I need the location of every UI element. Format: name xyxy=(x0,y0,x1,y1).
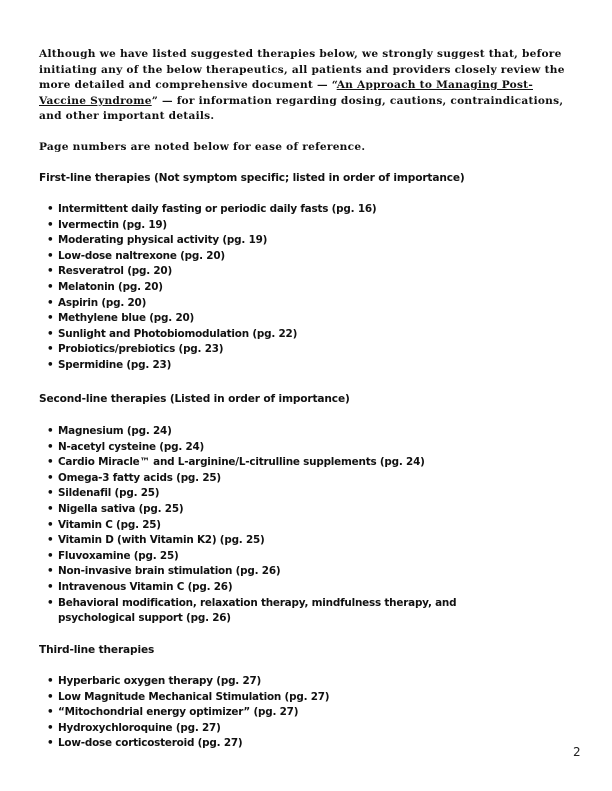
list-item-text: Hydroxychloroquine (pg. 27) xyxy=(58,721,221,734)
bullet-icon: • xyxy=(47,203,54,215)
bullet-icon: • xyxy=(47,249,54,262)
bullet-icon: • xyxy=(47,487,54,500)
bullet-icon: • xyxy=(47,265,54,278)
first-line-heading: First-line therapies (Not symptom specific; listed in order of importance) xyxy=(39,172,465,184)
bullet-icon: • xyxy=(47,690,54,703)
list-item-text: Resveratrol (pg. 20) xyxy=(58,265,172,278)
list-item xyxy=(39,705,459,721)
list-item xyxy=(39,440,459,456)
list-item xyxy=(39,424,459,440)
list-item xyxy=(39,327,459,343)
list-item xyxy=(39,249,459,265)
bullet-icon: • xyxy=(47,296,54,309)
list-item xyxy=(39,690,459,706)
list-item-text: Low-dose naltrexone (pg. 20) xyxy=(58,249,225,262)
list-item-text: Behavioral modification, relaxation therapy, mindfulness therapy, and psychological support (pg. 26) xyxy=(58,596,457,625)
list-item-text: Vitamin C (pg. 25) xyxy=(58,518,161,531)
list-item xyxy=(39,518,459,534)
list-item-text: Cardio Miracle™ and L-arginine/L-citrulline supplements (pg. 24) xyxy=(58,456,425,469)
bullet-icon: • xyxy=(47,234,54,247)
list-item-text: “Mitochondrial energy optimizer” (pg. 27) xyxy=(58,706,299,719)
list-item-text: N-acetyl cysteine (pg. 24) xyxy=(58,440,205,453)
bullet-icon: • xyxy=(47,706,54,719)
intro-text-after-link: ” — for information regarding dosing, cautions, contraindications, and other important details. xyxy=(39,94,564,123)
list-item-text: Melatonin (pg. 20) xyxy=(58,280,163,293)
list-item xyxy=(39,202,459,218)
list-item xyxy=(39,342,459,358)
list-item-text: Ivermectin (pg. 19) xyxy=(58,218,167,231)
list-item xyxy=(39,502,459,518)
list-item xyxy=(39,280,459,296)
list-item-text: Low-dose corticosteroid (pg. 27) xyxy=(58,737,243,750)
list-item xyxy=(39,736,459,752)
bullet-icon: • xyxy=(47,327,54,340)
list-item xyxy=(39,296,459,312)
bullet-icon: • xyxy=(47,358,54,371)
bullet-icon: • xyxy=(47,549,54,562)
bullet-icon: • xyxy=(47,218,54,231)
bullet-icon: • xyxy=(47,312,54,325)
list-item xyxy=(39,218,459,234)
list-item xyxy=(39,233,459,249)
list-item xyxy=(39,596,459,627)
second-line-heading: Second-line therapies (Listed in order of importance) xyxy=(39,393,350,405)
second-line-list xyxy=(39,424,459,627)
list-item-text: Methylene blue (pg. 20) xyxy=(58,312,195,325)
list-item-text: Fluvoxamine (pg. 25) xyxy=(58,549,179,562)
list-item xyxy=(39,486,459,502)
bullet-icon: • xyxy=(47,675,54,687)
list-item-text: Magnesium (pg. 24) xyxy=(58,425,172,437)
bullet-icon: • xyxy=(47,737,54,750)
list-item-text: Low Magnitude Mechanical Stimulation (pg. 27) xyxy=(58,690,330,703)
list-item xyxy=(39,674,459,690)
list-item-text: Sunlight and Photobiomodulation (pg. 22) xyxy=(58,327,298,340)
bullet-icon: • xyxy=(47,721,54,734)
list-item-text: Non-invasive brain stimulation (pg. 26) xyxy=(58,565,281,578)
list-item-text: Spermidine (pg. 23) xyxy=(58,358,172,371)
bullet-icon: • xyxy=(47,518,54,531)
bullet-icon: • xyxy=(47,534,54,547)
bullet-icon: • xyxy=(47,580,54,593)
list-item xyxy=(39,533,459,549)
bullet-icon: • xyxy=(47,565,54,578)
list-item-text: Aspirin (pg. 20) xyxy=(58,296,147,309)
list-item xyxy=(39,358,459,374)
bullet-icon: • xyxy=(47,343,54,356)
list-item xyxy=(39,580,459,596)
third-line-heading: Third-line therapies xyxy=(39,644,155,656)
intro-text-before-link: Although we have listed suggested therapies below, we strongly suggest that, before initiating any of the below therapeutics, all patients and providers closely review the more detailed and comprehensive document — “ xyxy=(39,48,565,92)
list-item xyxy=(39,721,459,737)
bullet-icon: • xyxy=(47,456,54,469)
list-item-text: Intermittent daily fasting or periodic daily fasts (pg. 16) xyxy=(58,203,377,215)
page-reference-note: Page numbers are noted below for ease of reference. xyxy=(39,141,366,153)
list-item xyxy=(39,564,459,580)
list-item-text: Nigella sativa (pg. 25) xyxy=(58,502,184,515)
list-item-text: Omega-3 fatty acids (pg. 25) xyxy=(58,471,221,484)
first-line-list xyxy=(39,202,459,374)
list-item-text: Sildenafil (pg. 25) xyxy=(58,487,160,500)
list-item-text: Vitamin D (with Vitamin K2) (pg. 25) xyxy=(58,534,265,547)
list-item-text: Moderating physical activity (pg. 19) xyxy=(58,234,268,247)
list-item xyxy=(39,549,459,565)
third-line-list xyxy=(39,674,459,752)
bullet-icon: • xyxy=(47,502,54,515)
list-item xyxy=(39,471,459,487)
bullet-icon: • xyxy=(47,440,54,453)
list-item-text: Intravenous Vitamin C (pg. 26) xyxy=(58,580,233,593)
bullet-icon: • xyxy=(47,425,54,437)
page-number: 2 xyxy=(573,745,581,759)
bullet-icon: • xyxy=(47,280,54,293)
bullet-icon: • xyxy=(47,471,54,484)
intro-paragraph xyxy=(39,47,574,125)
list-item xyxy=(39,455,459,471)
list-item-text: Hyperbaric oxygen therapy (pg. 27) xyxy=(58,675,262,687)
list-item xyxy=(39,311,459,327)
list-item-text: Probiotics/prebiotics (pg. 23) xyxy=(58,343,224,356)
bullet-icon: • xyxy=(47,596,54,609)
document-link[interactable]: An Approach to Managing Post-Vaccine Syndrome xyxy=(39,79,533,107)
list-item xyxy=(39,264,459,280)
